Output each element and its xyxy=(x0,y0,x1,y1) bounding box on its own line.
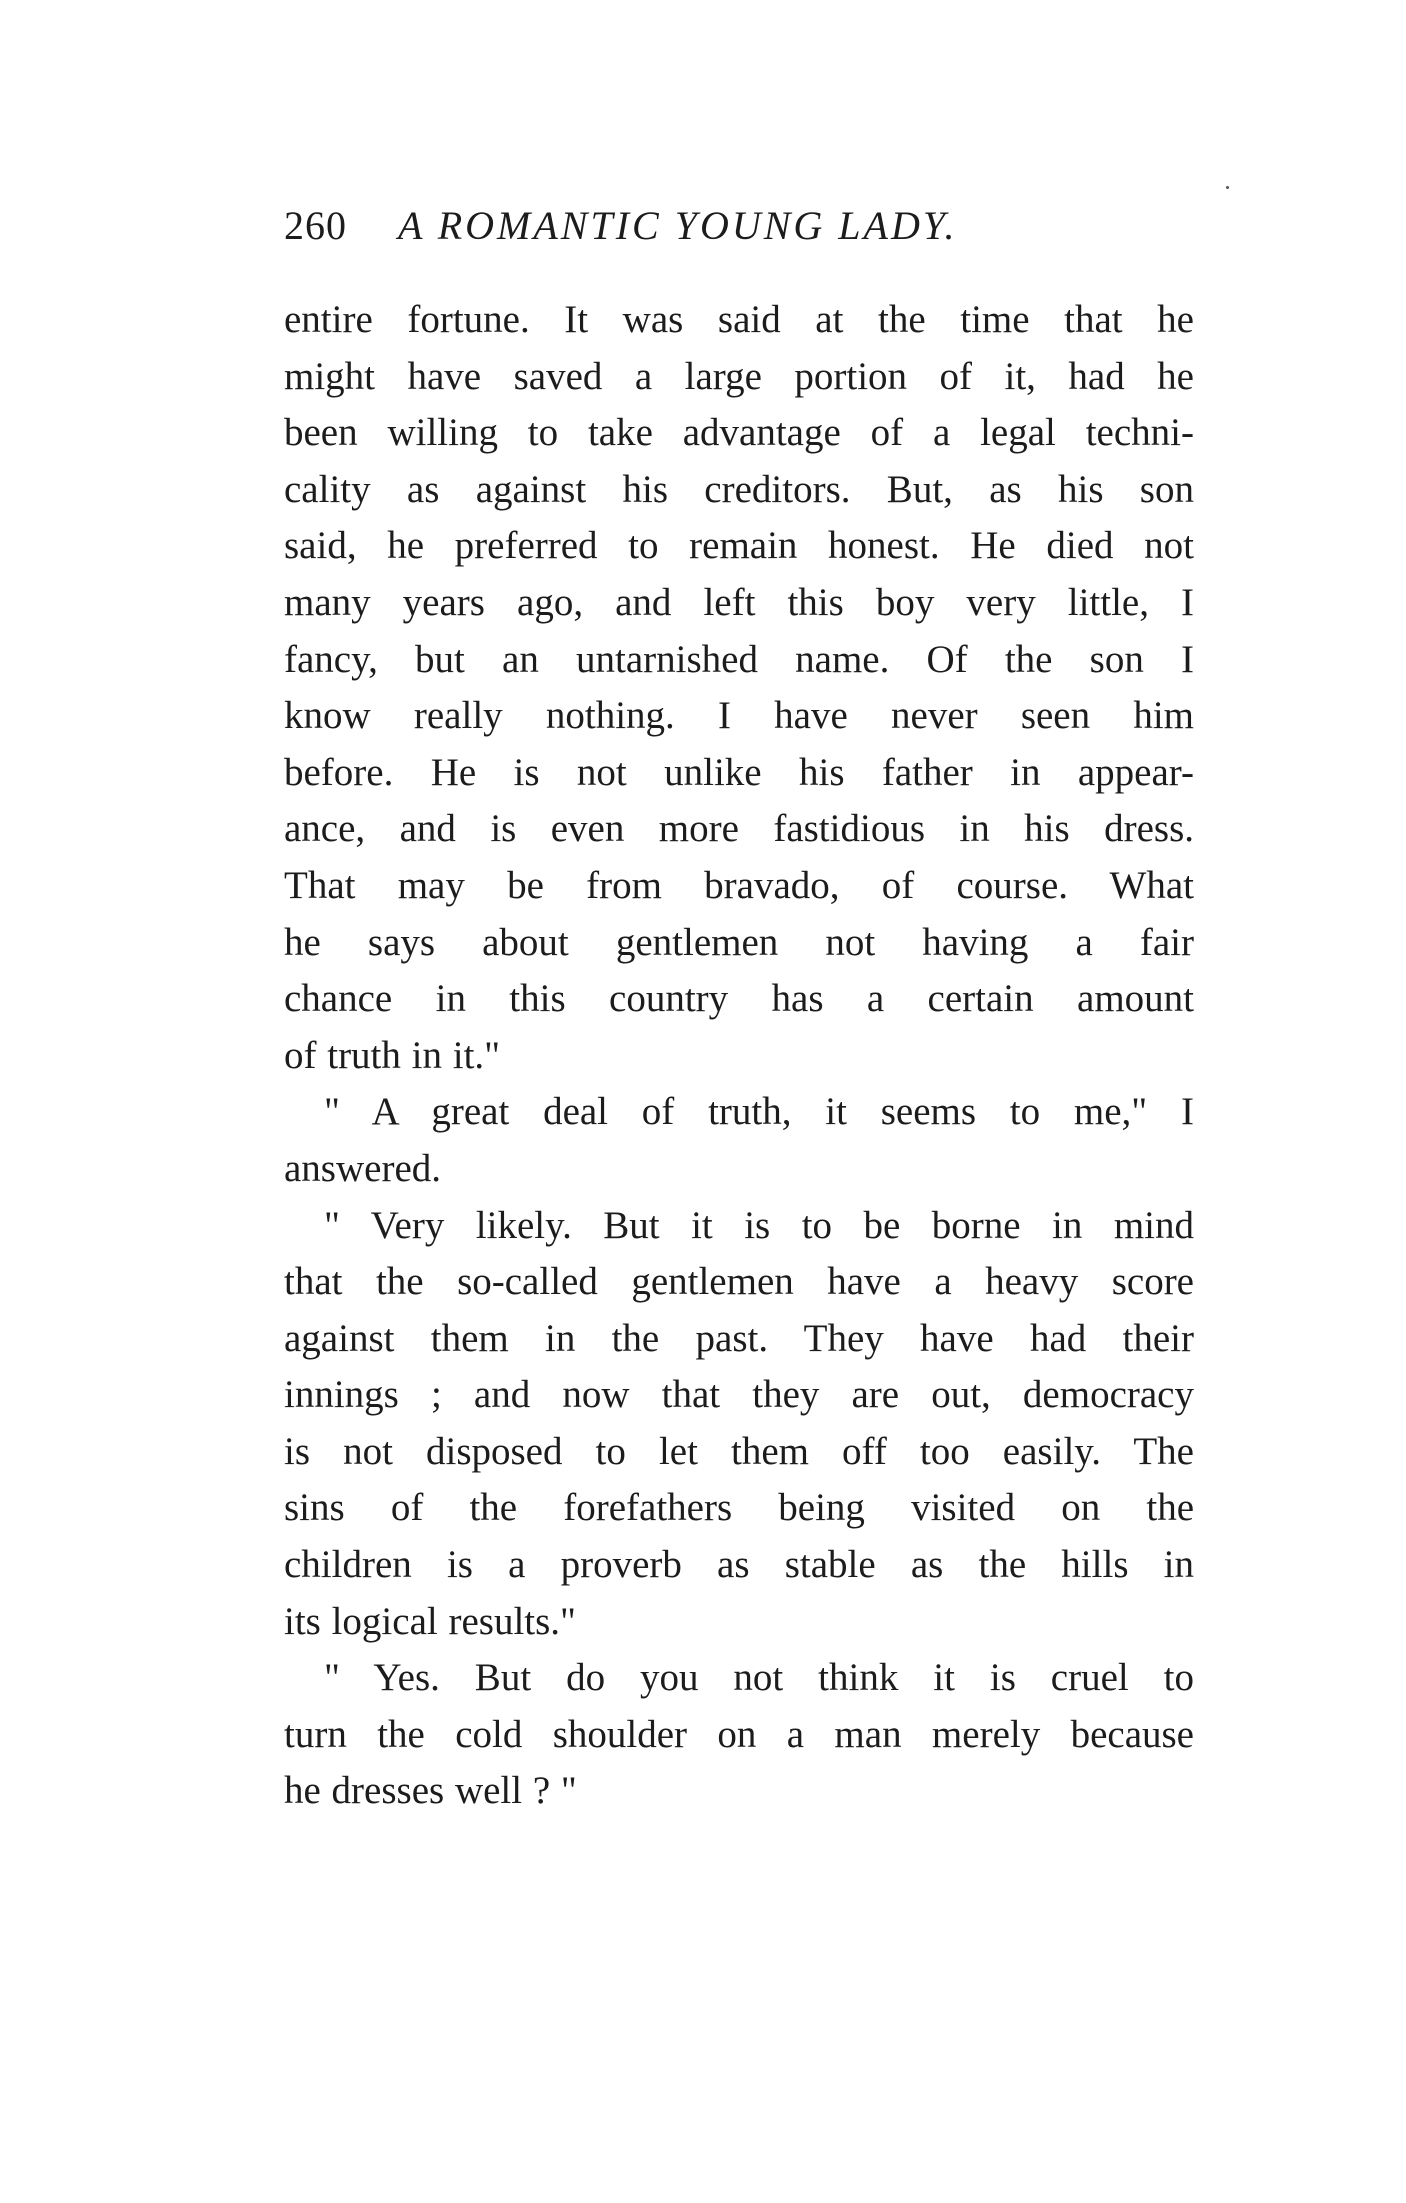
text-line: before. He is not unlike his father in appear- xyxy=(284,750,1194,794)
text-line: know really nothing. I have never seen him xyxy=(284,694,1194,738)
text-line: ance, and is even more fastidious in his dress. xyxy=(284,807,1194,851)
text-line: " Yes. But do you not think it is cruel to xyxy=(324,1656,1194,1700)
text-line: he dresses well ? " xyxy=(284,1769,577,1813)
text-line: " A great deal of truth, it seems to me," I xyxy=(324,1090,1194,1134)
text-line: " Very likely. But it is to be borne in mind xyxy=(324,1203,1194,1247)
text-line: innings ; and now that they are out, democracy xyxy=(284,1373,1194,1417)
print-speck xyxy=(1226,186,1229,189)
text-line: sins of the forefathers being visited on the xyxy=(284,1486,1194,1530)
text-line: its logical results." xyxy=(284,1599,576,1643)
book-title: A ROMANTIC YOUNG LADY. xyxy=(398,203,958,248)
running-head xyxy=(284,196,1204,256)
text-line: cality as against his creditors. But, as his son xyxy=(284,467,1194,511)
text-line: is not disposed to let them off too easily. The xyxy=(284,1429,1194,1473)
text-line: been willing to take advantage of a legal techni- xyxy=(284,411,1194,455)
text-line: chance in this country has a certain amount xyxy=(284,977,1194,1021)
text-line: said, he preferred to remain honest. He died not xyxy=(284,524,1194,568)
text-line: against them in the past. They have had their xyxy=(284,1316,1194,1360)
page-number: 260 xyxy=(284,203,347,248)
text-line: answered. xyxy=(284,1146,442,1190)
text-line: he says about gentlemen not having a fair xyxy=(284,920,1194,964)
text-line: of truth in it." xyxy=(284,1033,501,1077)
text-line: that the so-called gentlemen have a heavy score xyxy=(284,1260,1194,1304)
body-text xyxy=(284,292,1194,1820)
text-line: That may be from bravado, of course. What xyxy=(284,863,1194,907)
text-line: might have saved a large portion of it, had he xyxy=(284,354,1194,398)
text-line: many years ago, and left this boy very little, I xyxy=(284,580,1194,624)
text-line: turn the cold shoulder on a man merely because xyxy=(284,1712,1194,1756)
text-line: entire fortune. It was said at the time that he xyxy=(284,298,1194,341)
text-line: children is a proverb as stable as the hills in xyxy=(284,1543,1194,1587)
text-line: fancy, but an untarnished name. Of the son I xyxy=(284,637,1194,681)
